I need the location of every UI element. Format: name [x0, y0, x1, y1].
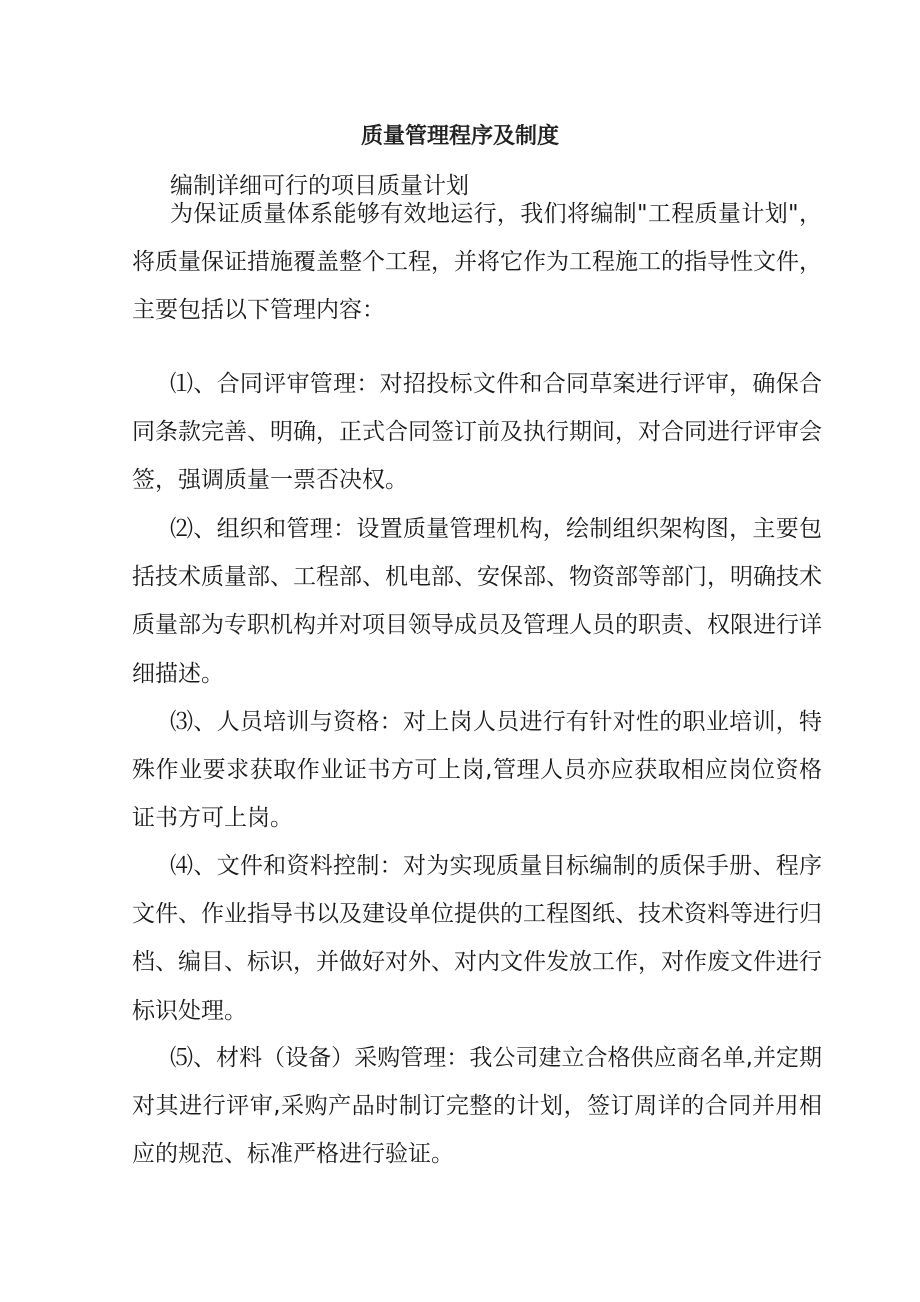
paragraph-intro: 为保证质量体系能够有效地运行，我们将编制"工程质量计划"，将质量保证措施覆盖整个工程，并将它作为工程施工的指导性文件，主要包括以下管理内容： — [132, 201, 822, 324]
document-subtitle: 编制详细可行的项目质量计划 — [170, 173, 469, 199]
paragraph-contract-review: ⑴、合同评审管理：对招投标文件和合同草案进行评审，确保合同条款完善、明确，正式合同签订前及执行期间，对合同进行评审会签，强调质量一票否决权。 — [132, 371, 822, 494]
paragraph-procurement: ⑸、材料（设备）采购管理：我公司建立合格供应商名单,并定期对其进行评审,采购产品时制订完整的计划，签订周详的合同并用相应的规范、标准严格进行验证。 — [132, 1045, 822, 1168]
document-title: 质量管理程序及制度 — [360, 124, 559, 149]
paragraph-document-control: ⑷、文件和资料控制：对为实现质量目标编制的质保手册、程序文件、作业指导书以及建设单位提供的工程图纸、技术资料等进行归档、编目、标识，并做好对外、对内文件发放工作，对作废文件进行标识处理。 — [132, 853, 822, 1024]
paragraph-training: ⑶、人员培训与资格：对上岗人员进行有针对性的职业培训，特殊作业要求获取作业证书方可上岗,管理人员亦应获取相应岗位资格证书方可上岗。 — [132, 709, 822, 832]
paragraph-organization: ⑵、组织和管理：设置质量管理机构，绘制组织架构图，主要包括技术质量部、工程部、机电部、安保部、物资部等部门，明确技术质量部为专职机构并对项目领导成员及管理人员的职责、权限进行详细描述。 — [132, 516, 822, 687]
